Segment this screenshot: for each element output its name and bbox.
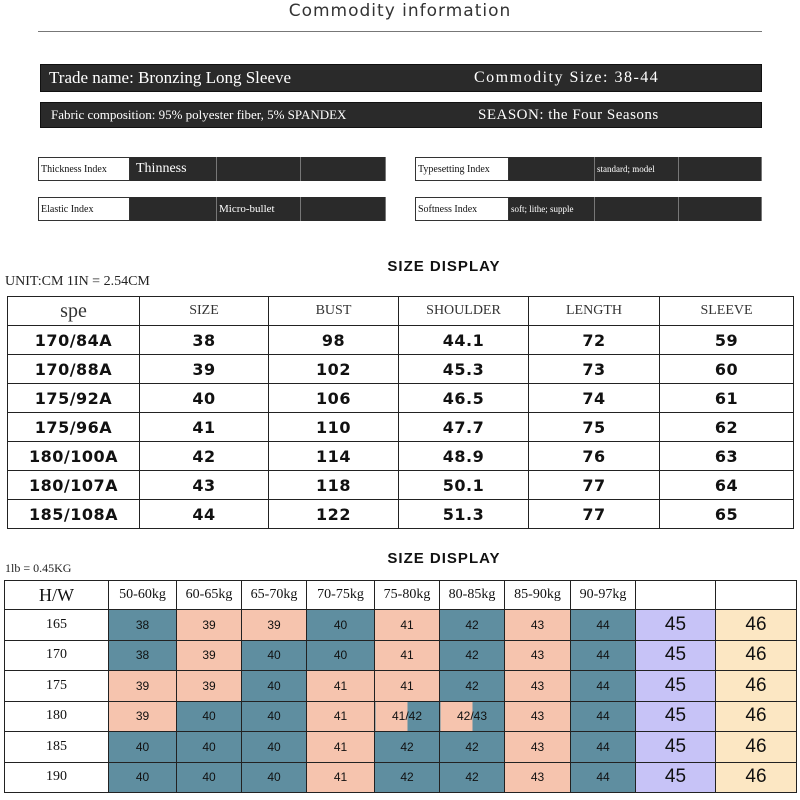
index-blank-cell: [679, 197, 762, 221]
height-cell: 170: [5, 640, 109, 671]
size-cell: 42: [440, 610, 505, 641]
size-cell: 40: [109, 732, 177, 763]
size-cell: 44: [571, 762, 636, 793]
page-title: Commodity information: [288, 1, 512, 21]
header-shoulder: SHOULDER: [399, 297, 529, 326]
size-cell: 40: [242, 762, 307, 793]
trade-name: Trade name: Bronzing Long Sleeve: [49, 68, 292, 87]
typesetting-index-label: Typesetting Index: [415, 157, 509, 181]
index-blank-cell: [301, 157, 386, 181]
size-cell: 42: [440, 640, 505, 671]
weight-range-header: 90-97kg: [571, 581, 636, 610]
size-cell: 39: [109, 701, 177, 732]
table-cell: 74: [529, 384, 660, 413]
table-cell: 44.1: [399, 326, 529, 355]
size-cell: 39: [177, 671, 242, 702]
index-blank-cell: [217, 157, 301, 181]
table-cell: 98: [269, 326, 399, 355]
size-cell: 40: [242, 671, 307, 702]
size-cell: 44: [571, 640, 636, 671]
size-cell: 43: [505, 671, 571, 702]
table-cell: 50.1: [399, 471, 529, 500]
table-cell: 45.3: [399, 355, 529, 384]
size-cell: 42: [440, 762, 505, 793]
table-row: [8, 384, 794, 413]
table-cell: 41: [140, 413, 269, 442]
table-cell: 62: [660, 413, 794, 442]
size-cell: 42: [375, 732, 440, 763]
table-cell: 63: [660, 442, 794, 471]
index-blank-cell: [130, 197, 217, 221]
size-cell: 46: [716, 732, 797, 763]
size-cell: 40: [242, 640, 307, 671]
size-cell: 46: [716, 701, 797, 732]
size-cell: 40: [177, 762, 242, 793]
thickness-index-value: Thinness: [130, 157, 217, 181]
trade-name-bar: [40, 64, 762, 92]
table-cell: 38: [140, 326, 269, 355]
size-cell: 41: [375, 671, 440, 702]
table-cell: 65: [660, 500, 794, 529]
table-row: [8, 413, 794, 442]
table-cell: 114: [269, 442, 399, 471]
table-cell: 46.5: [399, 384, 529, 413]
size-cell: 40: [177, 732, 242, 763]
size-cell: 40: [307, 640, 375, 671]
fabric-composition: Fabric composition: 95% polyester fiber, 5% SPANDEX: [51, 107, 347, 122]
table-cell: 64: [660, 471, 794, 500]
size-cell: 42: [440, 671, 505, 702]
size-cell: 40: [177, 701, 242, 732]
table-cell: 60: [660, 355, 794, 384]
table-cell: 118: [269, 471, 399, 500]
index-blank-cell: [679, 157, 762, 181]
table-cell: 47.7: [399, 413, 529, 442]
thickness-index-label: Thickness Index: [38, 157, 130, 181]
softness-index-label: Softness Index: [415, 197, 509, 221]
weight-range-header: [636, 581, 716, 610]
size-cell: 41: [307, 701, 375, 732]
size-cell: 38: [109, 640, 177, 671]
softness-index-value: soft; lithe; supple: [509, 197, 595, 221]
table-row: [8, 442, 794, 471]
size-cell: 40: [307, 610, 375, 641]
table-row: [8, 500, 794, 529]
size-cell: 43: [505, 762, 571, 793]
table-cell: 102: [269, 355, 399, 384]
table-cell: 72: [529, 326, 660, 355]
weight-range-header: 75-80kg: [375, 581, 440, 610]
elastic-index-row: [38, 197, 386, 221]
hw-display-title: SIZE DISPLAY: [387, 550, 501, 567]
table-cell: 77: [529, 500, 660, 529]
weight-range-header: 80-85kg: [440, 581, 505, 610]
header-length: LENGTH: [529, 297, 660, 326]
table-cell: 110: [269, 413, 399, 442]
weight-note: 1lb = 0.45KG: [5, 561, 72, 575]
size-cell: 46: [716, 671, 797, 702]
size-cell: 46: [716, 762, 797, 793]
table-row: [8, 326, 794, 355]
size-cell: 41: [307, 732, 375, 763]
size-cell: 45: [636, 610, 716, 641]
table-cell: 61: [660, 384, 794, 413]
size-cell: 45: [636, 701, 716, 732]
size-cell: 38: [109, 610, 177, 641]
softness-index-row: [415, 197, 762, 221]
size-cell: 41/42: [375, 701, 440, 732]
weight-range-header: 85-90kg: [505, 581, 571, 610]
fabric-bar: [40, 102, 762, 128]
size-cell: 39: [242, 610, 307, 641]
elastic-index-label: Elastic Index: [38, 197, 130, 221]
size-cell: 39: [109, 671, 177, 702]
table-cell: 122: [269, 500, 399, 529]
index-blank-cell: [509, 157, 595, 181]
size-cell: 43: [505, 640, 571, 671]
height-cell: 175: [5, 671, 109, 702]
size-table-header: [8, 297, 794, 326]
header-size: SIZE: [140, 297, 269, 326]
table-cell: 76: [529, 442, 660, 471]
height-weight-table: [4, 580, 797, 793]
table-cell: 59: [660, 326, 794, 355]
size-cell: 45: [636, 762, 716, 793]
size-display-title: SIZE DISPLAY: [387, 258, 501, 275]
header-bust: BUST: [269, 297, 399, 326]
index-blank-cell: [595, 197, 679, 221]
table-cell: 43: [140, 471, 269, 500]
table-cell: 170/88A: [8, 355, 140, 384]
table-cell: 180/100A: [8, 442, 140, 471]
weight-range-header: 60-65kg: [177, 581, 242, 610]
height-cell: 185: [5, 732, 109, 763]
size-table: [7, 296, 794, 529]
table-row: [8, 355, 794, 384]
unit-note: UNIT:CM 1IN = 2.54CM: [5, 274, 150, 289]
index-blank-cell: [301, 197, 386, 221]
size-cell: 44: [571, 610, 636, 641]
thickness-index-row: [38, 157, 386, 181]
table-cell: 106: [269, 384, 399, 413]
table-cell: 39: [140, 355, 269, 384]
size-cell: 45: [636, 732, 716, 763]
size-cell: 40: [242, 732, 307, 763]
weight-range-header: [716, 581, 797, 610]
hw-corner-label: H/W: [5, 581, 109, 610]
table-row: [5, 671, 797, 702]
size-cell: 46: [716, 610, 797, 641]
size-cell: 44: [571, 671, 636, 702]
table-cell: 48.9: [399, 442, 529, 471]
table-row: [5, 732, 797, 763]
table-row: [5, 701, 797, 732]
weight-range-header: 50-60kg: [109, 581, 177, 610]
typesetting-index-value: standard; model: [595, 157, 679, 181]
table-cell: 175/92A: [8, 384, 140, 413]
size-cell: 42/43: [440, 701, 505, 732]
elastic-index-value: Micro-bullet: [217, 197, 301, 221]
size-cell: 41: [375, 610, 440, 641]
header-sleeve: SLEEVE: [660, 297, 794, 326]
table-cell: 42: [140, 442, 269, 471]
table-row: [8, 471, 794, 500]
table-cell: 51.3: [399, 500, 529, 529]
height-cell: 190: [5, 762, 109, 793]
size-cell: 40: [109, 762, 177, 793]
height-cell: 165: [5, 610, 109, 641]
weight-range-header: 65-70kg: [242, 581, 307, 610]
size-cell: 44: [571, 701, 636, 732]
table-cell: 170/84A: [8, 326, 140, 355]
table-cell: 44: [140, 500, 269, 529]
size-cell: 45: [636, 640, 716, 671]
table-row: [5, 610, 797, 641]
size-cell: 44: [571, 732, 636, 763]
size-cell: 42: [440, 732, 505, 763]
table-row: [5, 640, 797, 671]
size-cell: 43: [505, 610, 571, 641]
size-cell: 39: [177, 640, 242, 671]
size-cell: 45: [636, 671, 716, 702]
table-cell: 75: [529, 413, 660, 442]
table-cell: 77: [529, 471, 660, 500]
hw-table-header: [5, 581, 797, 610]
weight-range-header: 70-75kg: [307, 581, 375, 610]
size-cell: 43: [505, 732, 571, 763]
table-cell: 180/107A: [8, 471, 140, 500]
header-spe: spe: [8, 297, 140, 326]
table-cell: 73: [529, 355, 660, 384]
size-cell: 41: [307, 762, 375, 793]
height-cell: 180: [5, 701, 109, 732]
size-cell: 41: [375, 640, 440, 671]
table-row: [5, 762, 797, 793]
season: SEASON: the Four Seasons: [478, 106, 659, 123]
typesetting-index-row: [415, 157, 762, 181]
header-divider: [38, 31, 762, 32]
table-cell: 185/108A: [8, 500, 140, 529]
commodity-size: Commodity Size: 38-44: [474, 69, 660, 86]
table-cell: 175/96A: [8, 413, 140, 442]
size-cell: 43: [505, 701, 571, 732]
size-cell: 46: [716, 640, 797, 671]
size-cell: 39: [177, 610, 242, 641]
size-cell: 42: [375, 762, 440, 793]
size-cell: 40: [242, 701, 307, 732]
table-cell: 40: [140, 384, 269, 413]
size-cell: 41: [307, 671, 375, 702]
